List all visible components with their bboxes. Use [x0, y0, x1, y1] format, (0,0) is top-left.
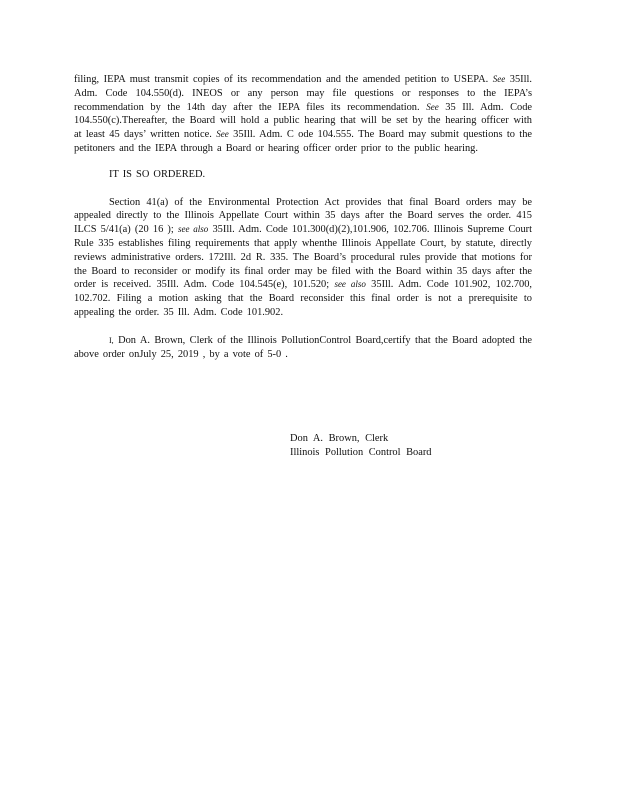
citation-signal: see also	[177, 224, 209, 235]
text-span: filing, IEPA must transmit copies of its recommendation and the amended petition to USEPA.	[74, 74, 489, 85]
paragraph-appeal	[74, 196, 532, 320]
citation-signal: See	[216, 129, 229, 140]
document-body	[74, 73, 532, 361]
citation-signal: See	[492, 74, 506, 84]
text-span: 35Ill. Adm. Code 101.902, 102.700, 102.702. Filing a motion asking that the Board reconsider this final order is not a prerequisite to appealing the order. 35 Ill. Adm. Code 101.902.	[74, 279, 532, 318]
citation-signal: See	[426, 101, 439, 112]
paragraph-certification	[74, 334, 532, 362]
paragraph-recommendation	[74, 73, 532, 156]
ordered-statement: IT IS SO ORDERED.	[109, 168, 206, 180]
text-span: Don A. Brown, Clerk of the Illinois PollutionControl Board,certify that the Board adopted the above order onJuly 25, 2019 , by a vote of 5-0 .	[74, 334, 532, 360]
text-span: Section 41(a) of the Environmental Protection Act provides that final Board orders may be appealed directly to the Illinois Appellate Court within 35 days after the Board serves the order. 415 ILCS 5/41(a) (20 16 );	[74, 196, 532, 236]
signature-org: Illinois Pollution Control Board	[290, 446, 432, 458]
signature-block	[290, 432, 432, 460]
text-span: I,	[109, 335, 114, 345]
citation-signal: see also	[334, 279, 366, 290]
text-span: 35Ill. Adm. Code 104.550(d). INEOS or any person may file questions or responses to the IEPA’s recommendation by the 14th day after the IEPA files its recommendation.	[74, 74, 532, 113]
text-span: 35Ill. Adm. Code 101.300(d)(2),101.906, 102.706. Illinois Supreme Court Rule 335 establishes filing requirements that apply whenthe Illinois Appellate Court, by statute, directly reviews administrative orders. 172Ill. 2d R. 335. The Board’s procedural rules provide that motions for the Board to reconsider or modify its final order may be filed with the Board within 35 days after the order is received. 35Ill. Adm. Code 104.545(e), 101.520;	[74, 224, 532, 291]
text-span: 35 Ill. Adm. Code 104.550(c).Thereafter, the Board will hold a public hearing that will be set by the hearing officer with at least 45 days’ written notice.	[74, 101, 532, 141]
signature-name: Don A. Brown, Clerk	[290, 433, 389, 444]
text-span: 35Ill. Adm. C ode 104.555. The Board may submit questions to the petitoners and the IEPA through a Board or hearing officer order prior to the public hearing.	[74, 129, 532, 154]
